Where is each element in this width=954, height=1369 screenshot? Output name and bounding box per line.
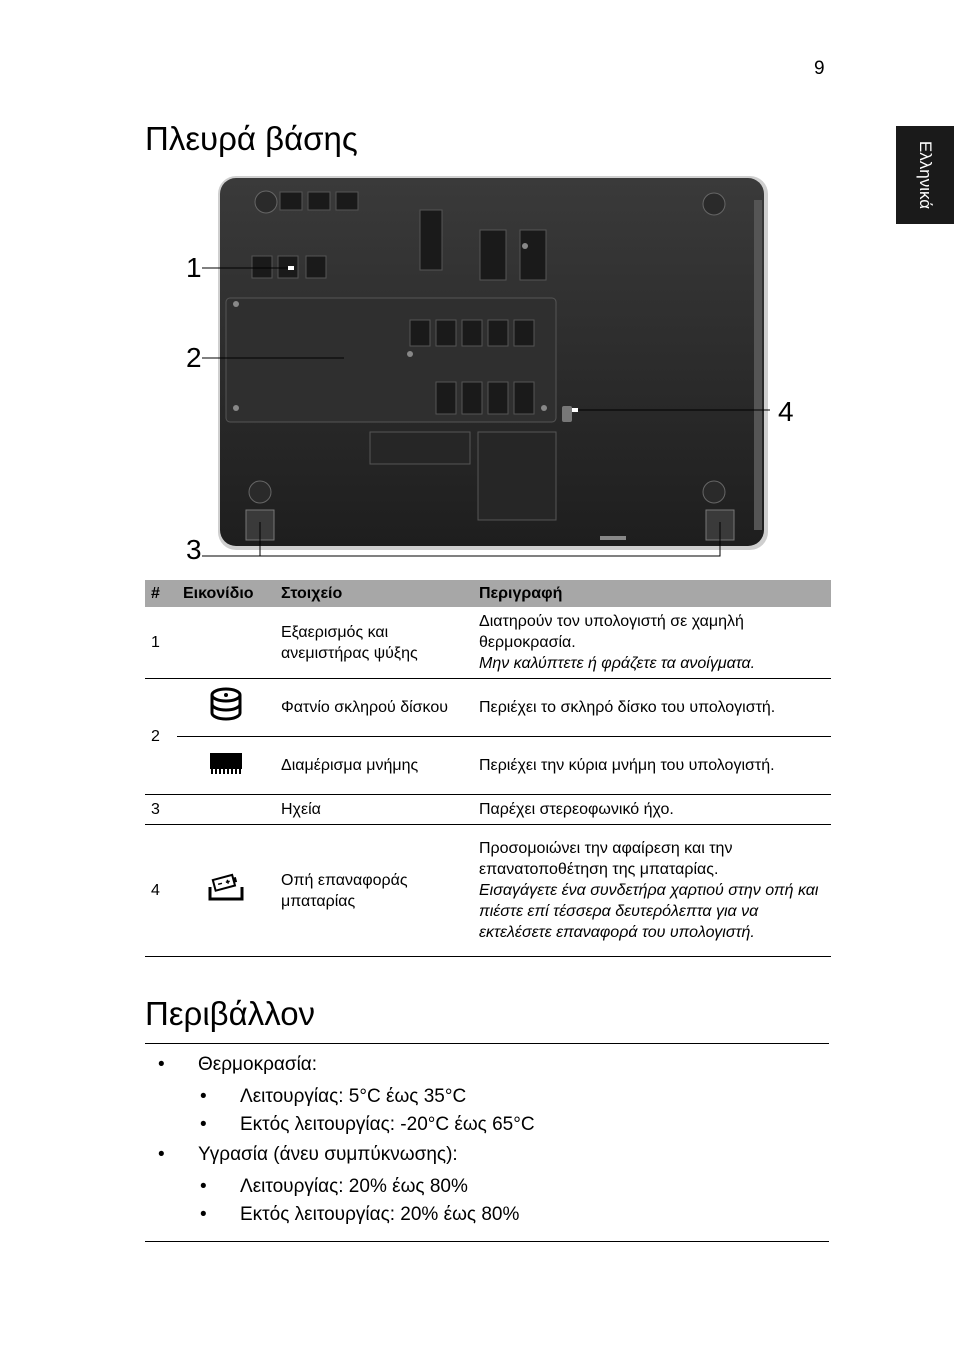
- description-note: Εισαγάγετε ένα συνδετήρα χαρτιού στην οπή και πιέστε επί τέσσερα δευτερόλεπτα για να εκτελέσετε επαναφορά του υπολογιστή.: [479, 882, 819, 941]
- row-number: 3: [145, 795, 177, 825]
- row-description: Περιέχει το σκληρό δίσκο του υπολογιστή.: [473, 679, 831, 737]
- header-description: Περιγραφή: [473, 580, 831, 607]
- table-row: [145, 825, 831, 957]
- list-item: • Λειτουργίας: 5°C έως 35°C: [200, 1086, 467, 1107]
- row-item: Διαμέρισμα μνήμης: [275, 737, 473, 795]
- list-item: • Υγρασία (άνευ συμπύκνωσης):: [158, 1144, 458, 1165]
- header-item: Στοιχείο: [275, 580, 473, 607]
- row-number: 4: [145, 825, 177, 957]
- description-text: Διατηρούν τον υπολογιστή σε χαμηλή θερμοκρασία.: [479, 613, 744, 651]
- section-title-environment: Περιβάλλον: [145, 995, 316, 1032]
- list-item: • Θερμοκρασία:: [158, 1054, 318, 1075]
- header-number: #: [145, 580, 177, 607]
- list-item: • Εκτός λειτουργίας: -20°C έως 65°C: [200, 1114, 535, 1135]
- divider: [145, 1241, 829, 1242]
- row-description: [473, 607, 831, 679]
- hard-disk-icon: [209, 687, 243, 723]
- row-number: 1: [145, 607, 177, 679]
- row-item: Φατνίο σκληρού δίσκου: [275, 679, 473, 737]
- row-number: 2: [145, 679, 177, 795]
- section-title-base: Πλευρά βάσης: [145, 120, 358, 157]
- callout-2: 2: [186, 342, 202, 373]
- row-item: Εξαερισμός και ανεμιστήρας ψύξης: [275, 607, 473, 679]
- description-note: Μην καλύπτετε ή φράζετε τα ανοίγματα.: [479, 655, 756, 672]
- row-item: Οπή επαναφοράς μπαταρίας: [275, 825, 473, 957]
- table-header-row: [145, 580, 831, 607]
- header-icon: Εικονίδιο: [177, 580, 275, 607]
- callout-1: 1: [186, 252, 202, 283]
- row-description: Παρέχει στερεοφωνικό ήχο.: [473, 795, 831, 825]
- table-row: [145, 737, 831, 795]
- callout-4: 4: [778, 396, 794, 427]
- row-description: Περιέχει την κύρια μνήμη του υπολογιστή.: [473, 737, 831, 795]
- callout-3: 3: [186, 534, 202, 565]
- language-tab-label: Ελληνικά: [916, 140, 935, 210]
- list-item: • Λειτουργίας: 20% έως 80%: [200, 1176, 468, 1197]
- row-item: Ηχεία: [275, 795, 473, 825]
- divider: [145, 1043, 829, 1044]
- laptop-base-illustration: [180, 170, 800, 565]
- battery-reset-icon: [207, 873, 245, 903]
- page-number: 9: [814, 58, 825, 79]
- components-table: [145, 580, 831, 957]
- table-row: [145, 795, 831, 825]
- description-text: Προσομοιώνει την αφαίρεση και την επανατοποθέτηση της μπαταρίας.: [479, 840, 733, 878]
- language-tab: [896, 126, 954, 224]
- row-description: [473, 825, 831, 957]
- table-row: [145, 679, 831, 737]
- list-item: • Εκτός λειτουργίας: 20% έως 80%: [200, 1204, 520, 1225]
- memory-icon: [209, 751, 243, 775]
- table-row: [145, 607, 831, 679]
